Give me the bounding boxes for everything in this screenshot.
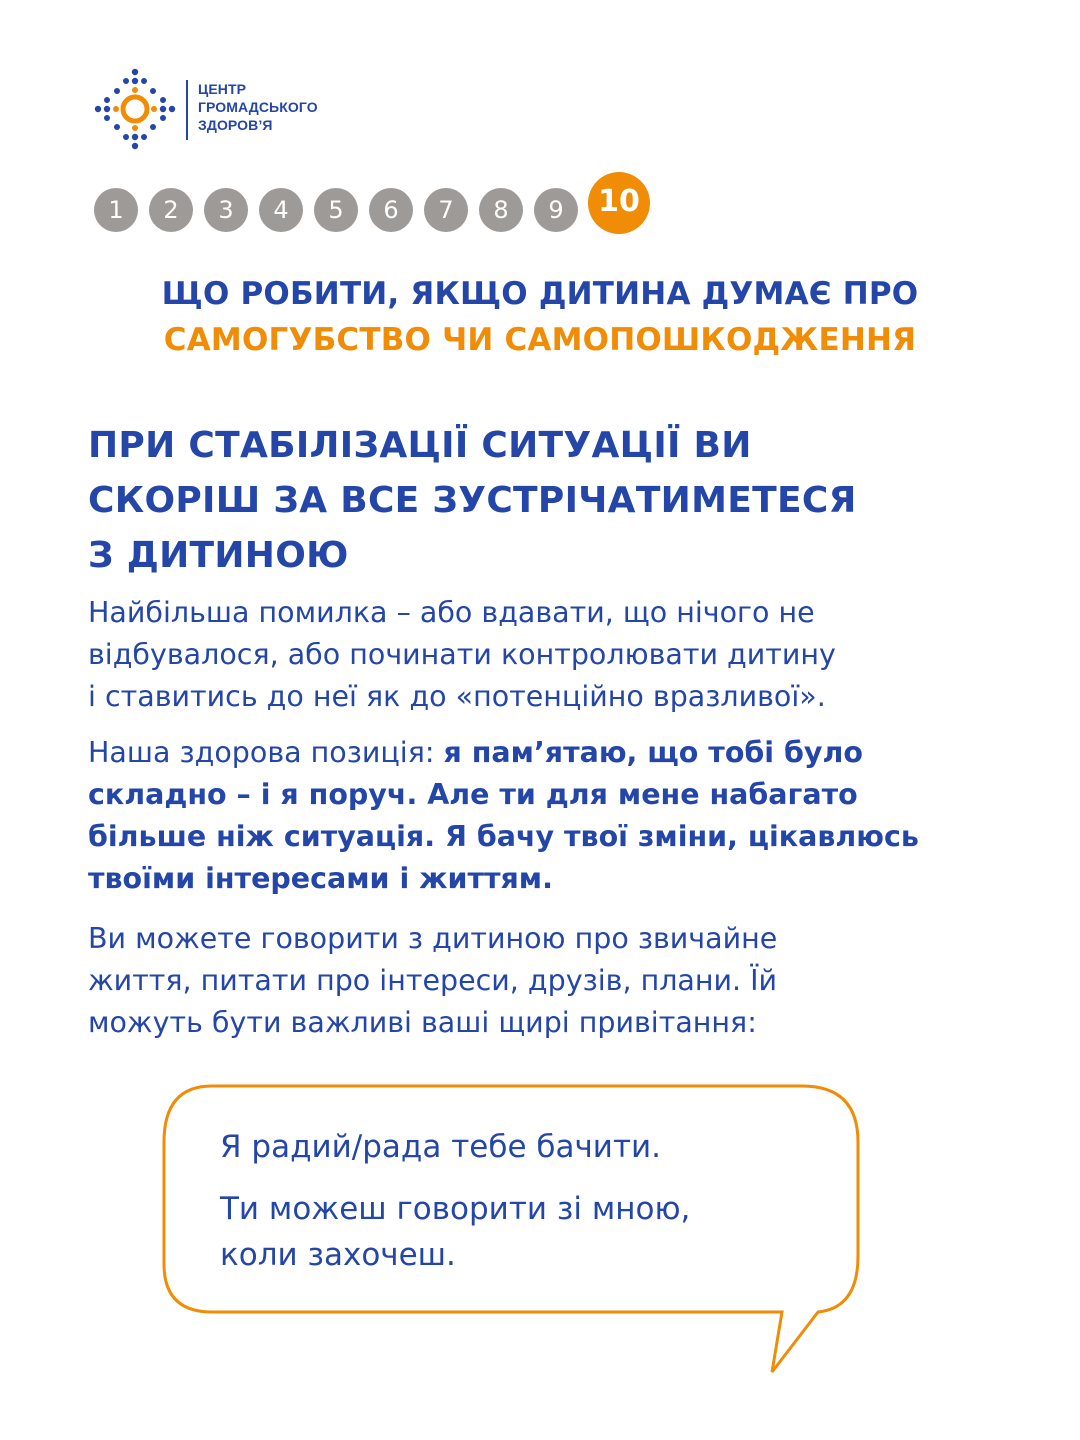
paragraph-prefix: Наша здорова позиція: — [88, 736, 444, 769]
paragraph-bold-line: складно – і я поруч. Але ти для мене набагато — [88, 778, 858, 811]
organization-logo — [92, 66, 332, 156]
step-9: 9 — [534, 188, 578, 232]
step-3: 3 — [204, 188, 248, 232]
paragraph-bold-line: більше ніж ситуація. Я бачу твої зміни, цікавлюсь — [88, 820, 919, 853]
paragraph-healthy-position — [88, 732, 1018, 900]
speech-bubble-line: коли захочеш. — [220, 1237, 456, 1273]
section-heading-line: СКОРІШ ЗА ВСЕ ЗУСТРІЧАТИМЕТЕСЯ — [88, 480, 857, 521]
logo-wordmark — [198, 80, 318, 134]
step-2: 2 — [149, 188, 193, 232]
speech-bubble-line: Ти можеш говорити зі мною, — [220, 1191, 691, 1227]
logo-line: ЦЕНТР — [198, 81, 247, 97]
section-heading-line: ПРИ СТАБІЛІЗАЦІЇ СИТУАЦІЇ ВИ — [88, 425, 752, 466]
step-6: 6 — [369, 188, 413, 232]
step-8: 8 — [479, 188, 523, 232]
section-heading-line: З ДИТИНОЮ — [88, 535, 349, 576]
paragraph-bold-line: твоїми інтересами і життям. — [88, 862, 553, 895]
step-10-active: 10 — [588, 172, 650, 234]
step-indicator — [94, 170, 694, 240]
step-4: 4 — [259, 188, 303, 232]
paragraph-line: відбувалося, або починати контролювати дитину — [88, 638, 836, 671]
paragraph-line: Ви можете говорити з дитиною про звичайне — [88, 922, 778, 955]
speech-bubble-greeting: Я радий/рада тебе бачити. — [220, 1129, 662, 1165]
page-title-line2: САМОГУБСТВО ЧИ САМОПОШКОДЖЕННЯ — [163, 322, 917, 358]
logo-divider — [186, 80, 188, 140]
step-1: 1 — [94, 188, 138, 232]
paragraph-everyday-talk — [88, 918, 1018, 1044]
paragraph-line: життя, питати про інтереси, друзів, плани. Їй — [88, 964, 778, 997]
paragraph-line — [88, 732, 1018, 774]
page-title-line1: ЩО РОБИТИ, ЯКЩО ДИТИНА ДУМАЄ ПРО — [161, 276, 919, 312]
paragraph-line: Найбільша помилка – або вдавати, що нічого не — [88, 596, 815, 629]
logo-dots-icon — [92, 66, 178, 152]
speech-bubble-invitation — [220, 1186, 840, 1278]
step-5: 5 — [314, 188, 358, 232]
section-heading — [88, 418, 1028, 583]
paragraph-line: і ставитись до неї як до «потенційно вразливої». — [88, 680, 826, 713]
paragraph-line: можуть бути важливі ваші щирі привітання: — [88, 1006, 757, 1039]
logo-line: ГРОМАДСЬКОГО — [198, 99, 318, 115]
paragraph-mistake — [88, 592, 1018, 718]
logo-line: ЗДОРОВ’Я — [198, 117, 273, 133]
step-7: 7 — [424, 188, 468, 232]
paragraph-bold-text: я пам’ятаю, що тобі було — [443, 736, 863, 769]
